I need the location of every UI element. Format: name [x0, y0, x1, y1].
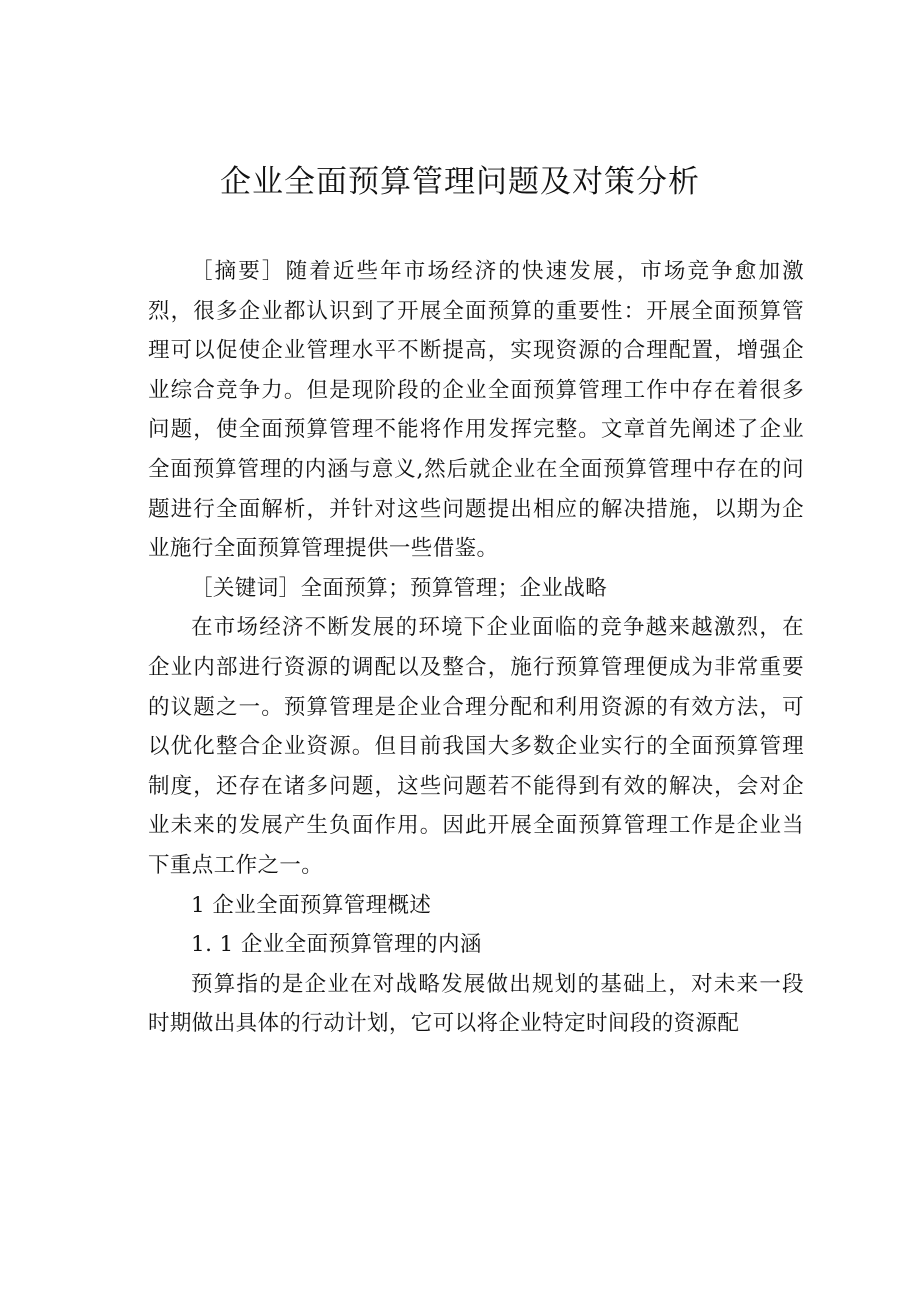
abstract-paragraph: ［摘要］随着近些年市场经济的快速发展，市场竞争愈加激烈，很多企业都认识到了开展全面预算的重要性：开展全面预算管理可以促使企业管理水平不断提高，实现资源的合理配置，增强企业综合竞争力。但是现阶段的企业全面预算管理工作中存在着很多问题，使全面预算管理不能将作用发挥完整。文章首先阐述了企业全面预算管理的内涵与意义,然后就企业在全面预算管理中存在的问题进行全面解析，并针对这些问题提出相应的解决措施，以期为企业施行全面预算管理提供一些借鉴。 [148, 259, 804, 562]
document-title: 企业全面预算管理问题及对策分析 [220, 164, 700, 200]
section-1-1-heading: 1. 1 企业全面预算管理的内涵 [191, 932, 482, 958]
keywords-paragraph: ［关键词］全面预算；预算管理；企业战略 [191, 575, 608, 601]
section-1-heading: 1 企业全面预算管理概述 [191, 892, 432, 918]
intro-paragraph: 在市场经济不断发展的环境下企业面临的竞争越来越激烈，在企业内部进行资源的调配以及整合，施行预算管理便成为非常重要的议题之一。预算管理是企业合理分配和利用资源的有效方法，可以优化整合企业资源。但目前我国大多数企业实行的全面预算管理制度，还存在诸多问题，这些问题若不能得到有效的解决，会对企业未来的发展产生负面作用。因此开展全面预算管理工作是企业当下重点工作之一。 [148, 615, 804, 878]
document-body [148, 252, 804, 1044]
section-1-1-paragraph: 预算指的是企业在对战略发展做出规划的基础上，对未来一段时期做出具体的行动计划，它可以将企业特定时间段的资源配 [148, 971, 804, 1037]
